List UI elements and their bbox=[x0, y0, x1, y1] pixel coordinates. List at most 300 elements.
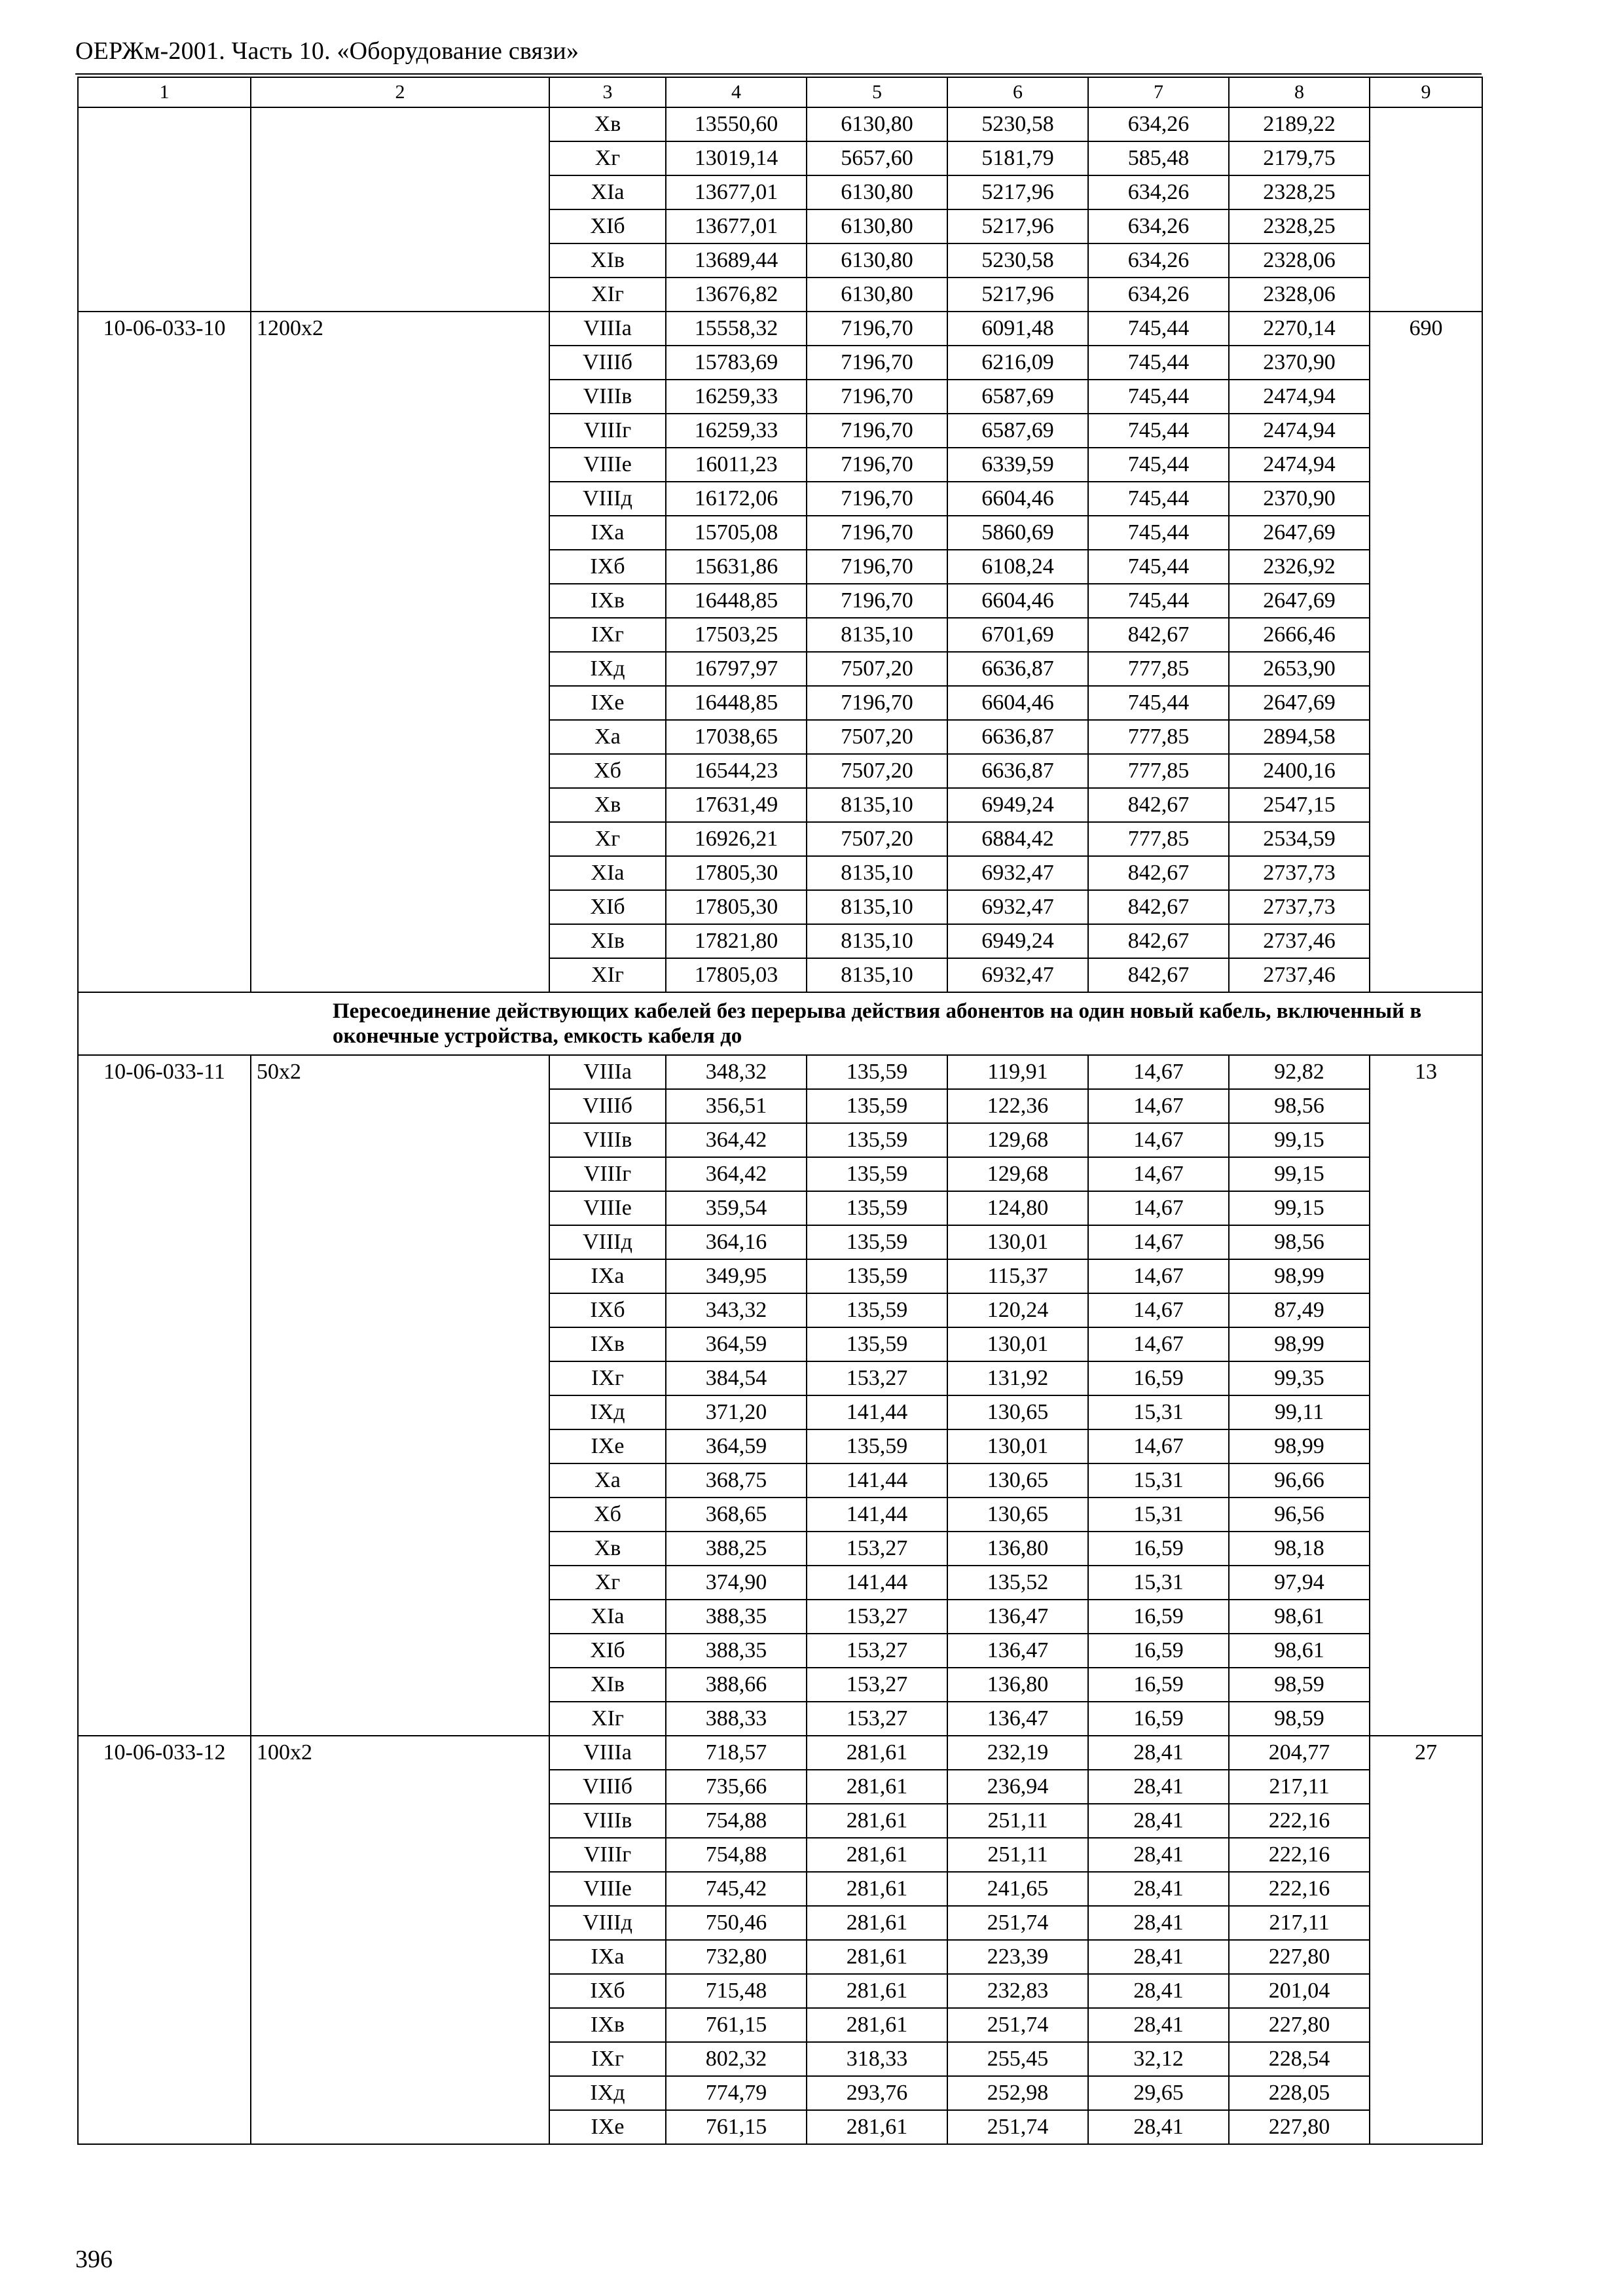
zone-cell: VIIIв bbox=[549, 1123, 666, 1157]
value-cell: 13019,14 bbox=[666, 141, 807, 175]
value-cell: 634,26 bbox=[1088, 175, 1229, 209]
value-cell: 135,59 bbox=[807, 1157, 947, 1191]
zone-cell: IXб bbox=[549, 1293, 666, 1327]
value-cell: 135,59 bbox=[807, 1293, 947, 1327]
value-cell: 17805,30 bbox=[666, 856, 807, 890]
value-cell: 227,80 bbox=[1229, 1940, 1370, 1974]
value-cell: 6216,09 bbox=[947, 346, 1088, 380]
value-cell: 15783,69 bbox=[666, 346, 807, 380]
value-cell: 87,49 bbox=[1229, 1293, 1370, 1327]
value-cell: 15,31 bbox=[1088, 1395, 1229, 1429]
value-cell: 136,47 bbox=[947, 1634, 1088, 1668]
zone-cell: IXa bbox=[549, 1940, 666, 1974]
zone-cell: XIб bbox=[549, 209, 666, 243]
zone-cell: IXв bbox=[549, 2008, 666, 2042]
value-cell: 135,59 bbox=[807, 1327, 947, 1361]
value-cell: 6604,46 bbox=[947, 584, 1088, 618]
value-cell: 28,41 bbox=[1088, 2008, 1229, 2042]
value-cell: 228,54 bbox=[1229, 2042, 1370, 2076]
zone-cell: XIв bbox=[549, 1668, 666, 1702]
value-cell: 251,74 bbox=[947, 2008, 1088, 2042]
value-cell: 8135,10 bbox=[807, 856, 947, 890]
value-cell: 745,42 bbox=[666, 1872, 807, 1906]
value-cell: 222,16 bbox=[1229, 1804, 1370, 1838]
zone-cell: Хг bbox=[549, 822, 666, 856]
value-cell: 217,11 bbox=[1229, 1906, 1370, 1940]
value-cell: 119,91 bbox=[947, 1055, 1088, 1089]
value-cell: 13677,01 bbox=[666, 209, 807, 243]
zone-cell: XIг bbox=[549, 1702, 666, 1736]
value-cell: 745,44 bbox=[1088, 482, 1229, 516]
value-cell: 13689,44 bbox=[666, 243, 807, 278]
value-cell: 777,85 bbox=[1088, 754, 1229, 788]
value-cell: 28,41 bbox=[1088, 1838, 1229, 1872]
table-body bbox=[78, 77, 1482, 2144]
zone-cell: Xa bbox=[549, 720, 666, 754]
zone-cell: IXг bbox=[549, 1361, 666, 1395]
cable-capacity: 50х2 bbox=[251, 1055, 549, 1736]
value-cell: 223,39 bbox=[947, 1940, 1088, 1974]
value-cell: 6091,48 bbox=[947, 312, 1088, 346]
rates-table bbox=[77, 77, 1483, 2145]
zone-cell: IXe bbox=[549, 2110, 666, 2144]
value-cell: 98,99 bbox=[1229, 1429, 1370, 1463]
zone-cell: IXв bbox=[549, 584, 666, 618]
value-cell: 349,95 bbox=[666, 1259, 807, 1293]
value-cell: 2666,46 bbox=[1229, 618, 1370, 652]
value-cell: 359,54 bbox=[666, 1191, 807, 1225]
zone-cell: XIв bbox=[549, 924, 666, 958]
value-cell: 6604,46 bbox=[947, 686, 1088, 720]
column-header: 1 bbox=[78, 77, 251, 107]
value-cell: 14,67 bbox=[1088, 1055, 1229, 1089]
value-cell: 6932,47 bbox=[947, 890, 1088, 924]
value-cell: 6130,80 bbox=[807, 175, 947, 209]
value-cell: 135,52 bbox=[947, 1566, 1088, 1600]
value-cell: 98,59 bbox=[1229, 1668, 1370, 1702]
value-cell: 222,16 bbox=[1229, 1872, 1370, 1906]
value-cell: 634,26 bbox=[1088, 107, 1229, 141]
quantity-cell: 690 bbox=[1370, 312, 1482, 992]
value-cell: 251,74 bbox=[947, 1906, 1088, 1940]
value-cell: 135,59 bbox=[807, 1429, 947, 1463]
value-cell: 2328,06 bbox=[1229, 278, 1370, 312]
value-cell: 8135,10 bbox=[807, 788, 947, 822]
value-cell: 98,56 bbox=[1229, 1225, 1370, 1259]
value-cell: 281,61 bbox=[807, 1940, 947, 1974]
value-cell: 8135,10 bbox=[807, 924, 947, 958]
table-row bbox=[78, 107, 1482, 141]
value-cell: 6636,87 bbox=[947, 754, 1088, 788]
rate-code bbox=[78, 107, 251, 312]
value-cell: 745,44 bbox=[1088, 414, 1229, 448]
value-cell: 130,01 bbox=[947, 1327, 1088, 1361]
zone-cell: XIa bbox=[549, 1600, 666, 1634]
value-cell: 2400,16 bbox=[1229, 754, 1370, 788]
value-cell: 2737,46 bbox=[1229, 958, 1370, 992]
value-cell: 97,94 bbox=[1229, 1566, 1370, 1600]
value-cell: 745,44 bbox=[1088, 516, 1229, 550]
zone-cell: Хг bbox=[549, 1566, 666, 1600]
value-cell: 99,15 bbox=[1229, 1123, 1370, 1157]
value-cell: 761,15 bbox=[666, 2008, 807, 2042]
column-header: 5 bbox=[807, 77, 947, 107]
value-cell: 842,67 bbox=[1088, 924, 1229, 958]
value-cell: 5230,58 bbox=[947, 243, 1088, 278]
value-cell: 2189,22 bbox=[1229, 107, 1370, 141]
value-cell: 5860,69 bbox=[947, 516, 1088, 550]
value-cell: 153,27 bbox=[807, 1600, 947, 1634]
column-header: 3 bbox=[549, 77, 666, 107]
value-cell: 7196,70 bbox=[807, 346, 947, 380]
zone-cell: VIIIб bbox=[549, 1089, 666, 1123]
section-row bbox=[78, 992, 1482, 1055]
value-cell: 842,67 bbox=[1088, 890, 1229, 924]
value-cell: 15,31 bbox=[1088, 1566, 1229, 1600]
value-cell: 388,35 bbox=[666, 1634, 807, 1668]
zone-cell: VIIIe bbox=[549, 448, 666, 482]
value-cell: 281,61 bbox=[807, 2008, 947, 2042]
value-cell: 281,61 bbox=[807, 1906, 947, 1940]
value-cell: 5217,96 bbox=[947, 175, 1088, 209]
value-cell: 634,26 bbox=[1088, 243, 1229, 278]
value-cell: 227,80 bbox=[1229, 2110, 1370, 2144]
value-cell: 293,76 bbox=[807, 2076, 947, 2110]
value-cell: 13676,82 bbox=[666, 278, 807, 312]
value-cell: 2737,73 bbox=[1229, 890, 1370, 924]
value-cell: 6130,80 bbox=[807, 278, 947, 312]
value-cell: 6108,24 bbox=[947, 550, 1088, 584]
value-cell: 28,41 bbox=[1088, 2110, 1229, 2144]
value-cell: 141,44 bbox=[807, 1395, 947, 1429]
value-cell: 6636,87 bbox=[947, 652, 1088, 686]
value-cell: 6587,69 bbox=[947, 414, 1088, 448]
value-cell: 28,41 bbox=[1088, 1872, 1229, 1906]
zone-cell: IXв bbox=[549, 1327, 666, 1361]
value-cell: 14,67 bbox=[1088, 1123, 1229, 1157]
quantity-cell: 13 bbox=[1370, 1055, 1482, 1736]
value-cell: 15,31 bbox=[1088, 1463, 1229, 1498]
value-cell: 754,88 bbox=[666, 1838, 807, 1872]
value-cell: 16,59 bbox=[1088, 1702, 1229, 1736]
value-cell: 241,65 bbox=[947, 1872, 1088, 1906]
value-cell: 364,42 bbox=[666, 1123, 807, 1157]
value-cell: 232,19 bbox=[947, 1736, 1088, 1770]
column-header: 7 bbox=[1088, 77, 1229, 107]
value-cell: 7507,20 bbox=[807, 720, 947, 754]
value-cell: 17821,80 bbox=[666, 924, 807, 958]
value-cell: 774,79 bbox=[666, 2076, 807, 2110]
zone-cell: IXд bbox=[549, 1395, 666, 1429]
value-cell: 281,61 bbox=[807, 1804, 947, 1838]
header-rule bbox=[75, 73, 1482, 75]
value-cell: 17631,49 bbox=[666, 788, 807, 822]
zone-cell: XIa bbox=[549, 856, 666, 890]
value-cell: 6701,69 bbox=[947, 618, 1088, 652]
zone-cell: IXe bbox=[549, 686, 666, 720]
zone-cell: IXд bbox=[549, 652, 666, 686]
value-cell: 153,27 bbox=[807, 1702, 947, 1736]
column-header: 4 bbox=[666, 77, 807, 107]
value-cell: 6604,46 bbox=[947, 482, 1088, 516]
value-cell: 735,66 bbox=[666, 1770, 807, 1804]
value-cell: 16259,33 bbox=[666, 380, 807, 414]
value-cell: 251,11 bbox=[947, 1804, 1088, 1838]
value-cell: 585,48 bbox=[1088, 141, 1229, 175]
value-cell: 136,80 bbox=[947, 1532, 1088, 1566]
value-cell: 745,44 bbox=[1088, 448, 1229, 482]
value-cell: 2474,94 bbox=[1229, 448, 1370, 482]
column-header: 6 bbox=[947, 77, 1088, 107]
table-row bbox=[78, 1736, 1482, 1770]
value-cell: 754,88 bbox=[666, 1804, 807, 1838]
zone-cell: XIб bbox=[549, 1634, 666, 1668]
table-row bbox=[78, 312, 1482, 346]
value-cell: 5230,58 bbox=[947, 107, 1088, 141]
value-cell: 28,41 bbox=[1088, 1770, 1229, 1804]
value-cell: 2270,14 bbox=[1229, 312, 1370, 346]
value-cell: 153,27 bbox=[807, 1532, 947, 1566]
value-cell: 745,44 bbox=[1088, 550, 1229, 584]
value-cell: 7196,70 bbox=[807, 380, 947, 414]
cable-capacity bbox=[251, 107, 549, 312]
rate-code: 10-06-033-10 bbox=[78, 312, 251, 992]
value-cell: 204,77 bbox=[1229, 1736, 1370, 1770]
value-cell: 6587,69 bbox=[947, 380, 1088, 414]
value-cell: 364,42 bbox=[666, 1157, 807, 1191]
value-cell: 388,66 bbox=[666, 1668, 807, 1702]
value-cell: 96,56 bbox=[1229, 1498, 1370, 1532]
zone-cell: VIIIб bbox=[549, 1770, 666, 1804]
value-cell: 2328,06 bbox=[1229, 243, 1370, 278]
column-header: 8 bbox=[1229, 77, 1370, 107]
value-cell: 98,99 bbox=[1229, 1327, 1370, 1361]
value-cell: 222,16 bbox=[1229, 1838, 1370, 1872]
quantity-cell bbox=[1370, 107, 1482, 312]
zone-cell: VIIIa bbox=[549, 312, 666, 346]
value-cell: 281,61 bbox=[807, 1838, 947, 1872]
value-cell: 2474,94 bbox=[1229, 414, 1370, 448]
value-cell: 364,59 bbox=[666, 1429, 807, 1463]
zone-cell: VIIIг bbox=[549, 1838, 666, 1872]
zone-cell: VIIIa bbox=[549, 1055, 666, 1089]
value-cell: 16797,97 bbox=[666, 652, 807, 686]
value-cell: 15558,32 bbox=[666, 312, 807, 346]
value-cell: 141,44 bbox=[807, 1566, 947, 1600]
value-cell: 7196,70 bbox=[807, 516, 947, 550]
value-cell: 6339,59 bbox=[947, 448, 1088, 482]
value-cell: 16,59 bbox=[1088, 1668, 1229, 1702]
column-header: 2 bbox=[251, 77, 549, 107]
rate-code: 10-06-033-11 bbox=[78, 1055, 251, 1736]
value-cell: 99,15 bbox=[1229, 1157, 1370, 1191]
value-cell: 374,90 bbox=[666, 1566, 807, 1600]
value-cell: 6884,42 bbox=[947, 822, 1088, 856]
value-cell: 98,61 bbox=[1229, 1634, 1370, 1668]
zone-cell: IXг bbox=[549, 2042, 666, 2076]
value-cell: 13550,60 bbox=[666, 107, 807, 141]
value-cell: 2370,90 bbox=[1229, 482, 1370, 516]
value-cell: 96,66 bbox=[1229, 1463, 1370, 1498]
value-cell: 761,15 bbox=[666, 2110, 807, 2144]
value-cell: 2894,58 bbox=[1229, 720, 1370, 754]
zone-cell: Xa bbox=[549, 1463, 666, 1498]
value-cell: 2534,59 bbox=[1229, 822, 1370, 856]
value-cell: 842,67 bbox=[1088, 856, 1229, 890]
zone-cell: XIг bbox=[549, 278, 666, 312]
value-cell: 14,67 bbox=[1088, 1429, 1229, 1463]
zone-cell: XIв bbox=[549, 243, 666, 278]
value-cell: 745,44 bbox=[1088, 312, 1229, 346]
value-cell: 2474,94 bbox=[1229, 380, 1370, 414]
value-cell: 745,44 bbox=[1088, 686, 1229, 720]
value-cell: 2647,69 bbox=[1229, 584, 1370, 618]
quantity-cell: 27 bbox=[1370, 1736, 1482, 2144]
value-cell: 6130,80 bbox=[807, 243, 947, 278]
value-cell: 228,05 bbox=[1229, 2076, 1370, 2110]
value-cell: 14,67 bbox=[1088, 1191, 1229, 1225]
cable-capacity: 100х2 bbox=[251, 1736, 549, 2144]
value-cell: 5217,96 bbox=[947, 278, 1088, 312]
page-header-title: ОЕРЖм-2001. Часть 10. «Оборудование связи» bbox=[75, 37, 579, 65]
value-cell: 135,59 bbox=[807, 1191, 947, 1225]
value-cell: 135,59 bbox=[807, 1259, 947, 1293]
zone-cell: VIIIг bbox=[549, 1157, 666, 1191]
value-cell: 718,57 bbox=[666, 1736, 807, 1770]
value-cell: 368,75 bbox=[666, 1463, 807, 1498]
column-number-row bbox=[78, 77, 1482, 107]
value-cell: 141,44 bbox=[807, 1498, 947, 1532]
zone-cell: Xб bbox=[549, 1498, 666, 1532]
value-cell: 130,65 bbox=[947, 1395, 1088, 1429]
value-cell: 136,47 bbox=[947, 1600, 1088, 1634]
value-cell: 130,01 bbox=[947, 1225, 1088, 1259]
value-cell: 384,54 bbox=[666, 1361, 807, 1395]
value-cell: 16926,21 bbox=[666, 822, 807, 856]
section-title: Пересоединение действующих кабелей без перерыва действия абонентов на один новый кабель, включенный в оконечные устройства, емкость кабеля до bbox=[78, 992, 1482, 1055]
value-cell: 777,85 bbox=[1088, 652, 1229, 686]
value-cell: 634,26 bbox=[1088, 209, 1229, 243]
value-cell: 14,67 bbox=[1088, 1225, 1229, 1259]
value-cell: 8135,10 bbox=[807, 958, 947, 992]
zone-cell: IXд bbox=[549, 2076, 666, 2110]
value-cell: 6932,47 bbox=[947, 856, 1088, 890]
value-cell: 5657,60 bbox=[807, 141, 947, 175]
zone-cell: XIa bbox=[549, 175, 666, 209]
value-cell: 99,35 bbox=[1229, 1361, 1370, 1395]
value-cell: 318,33 bbox=[807, 2042, 947, 2076]
value-cell: 129,68 bbox=[947, 1123, 1088, 1157]
value-cell: 750,46 bbox=[666, 1906, 807, 1940]
value-cell: 842,67 bbox=[1088, 788, 1229, 822]
value-cell: 153,27 bbox=[807, 1361, 947, 1395]
value-cell: 7196,70 bbox=[807, 312, 947, 346]
value-cell: 368,65 bbox=[666, 1498, 807, 1532]
value-cell: 28,41 bbox=[1088, 1974, 1229, 2008]
value-cell: 14,67 bbox=[1088, 1259, 1229, 1293]
value-cell: 99,15 bbox=[1229, 1191, 1370, 1225]
value-cell: 16544,23 bbox=[666, 754, 807, 788]
value-cell: 2647,69 bbox=[1229, 516, 1370, 550]
value-cell: 135,59 bbox=[807, 1225, 947, 1259]
value-cell: 29,65 bbox=[1088, 2076, 1229, 2110]
value-cell: 141,44 bbox=[807, 1463, 947, 1498]
value-cell: 6949,24 bbox=[947, 788, 1088, 822]
value-cell: 371,20 bbox=[666, 1395, 807, 1429]
value-cell: 16448,85 bbox=[666, 584, 807, 618]
zone-cell: Хв bbox=[549, 1532, 666, 1566]
value-cell: 16,59 bbox=[1088, 1532, 1229, 1566]
column-header: 9 bbox=[1370, 77, 1482, 107]
value-cell: 7196,70 bbox=[807, 482, 947, 516]
value-cell: 8135,10 bbox=[807, 890, 947, 924]
value-cell: 131,92 bbox=[947, 1361, 1088, 1395]
value-cell: 32,12 bbox=[1088, 2042, 1229, 2076]
value-cell: 17805,03 bbox=[666, 958, 807, 992]
value-cell: 388,25 bbox=[666, 1532, 807, 1566]
cable-capacity: 1200х2 bbox=[251, 312, 549, 992]
zone-cell: VIIIe bbox=[549, 1872, 666, 1906]
value-cell: 16172,06 bbox=[666, 482, 807, 516]
zone-cell: VIIIв bbox=[549, 1804, 666, 1838]
value-cell: 356,51 bbox=[666, 1089, 807, 1123]
value-cell: 135,59 bbox=[807, 1123, 947, 1157]
value-cell: 236,94 bbox=[947, 1770, 1088, 1804]
zone-cell: IXe bbox=[549, 1429, 666, 1463]
value-cell: 2370,90 bbox=[1229, 346, 1370, 380]
value-cell: 7507,20 bbox=[807, 652, 947, 686]
value-cell: 745,44 bbox=[1088, 584, 1229, 618]
value-cell: 92,82 bbox=[1229, 1055, 1370, 1089]
value-cell: 715,48 bbox=[666, 1974, 807, 2008]
page-number: 396 bbox=[75, 2246, 113, 2273]
value-cell: 6130,80 bbox=[807, 107, 947, 141]
value-cell: 14,67 bbox=[1088, 1327, 1229, 1361]
table-row bbox=[78, 1055, 1482, 1089]
value-cell: 364,16 bbox=[666, 1225, 807, 1259]
value-cell: 7196,70 bbox=[807, 414, 947, 448]
value-cell: 745,44 bbox=[1088, 346, 1229, 380]
value-cell: 13677,01 bbox=[666, 175, 807, 209]
zone-cell: VIIIг bbox=[549, 414, 666, 448]
value-cell: 98,59 bbox=[1229, 1702, 1370, 1736]
value-cell: 7507,20 bbox=[807, 754, 947, 788]
value-cell: 16,59 bbox=[1088, 1634, 1229, 1668]
zone-cell: VIIIд bbox=[549, 482, 666, 516]
value-cell: 16,59 bbox=[1088, 1600, 1229, 1634]
value-cell: 135,59 bbox=[807, 1055, 947, 1089]
value-cell: 6636,87 bbox=[947, 720, 1088, 754]
value-cell: 2326,92 bbox=[1229, 550, 1370, 584]
value-cell: 2328,25 bbox=[1229, 175, 1370, 209]
value-cell: 217,11 bbox=[1229, 1770, 1370, 1804]
value-cell: 7196,70 bbox=[807, 448, 947, 482]
value-cell: 7196,70 bbox=[807, 686, 947, 720]
value-cell: 2647,69 bbox=[1229, 686, 1370, 720]
value-cell: 5217,96 bbox=[947, 209, 1088, 243]
value-cell: 129,68 bbox=[947, 1157, 1088, 1191]
value-cell: 120,24 bbox=[947, 1293, 1088, 1327]
value-cell: 251,11 bbox=[947, 1838, 1088, 1872]
value-cell: 98,61 bbox=[1229, 1600, 1370, 1634]
zone-cell: IXa bbox=[549, 516, 666, 550]
zone-cell: IXб bbox=[549, 1974, 666, 2008]
value-cell: 388,33 bbox=[666, 1702, 807, 1736]
value-cell: 2653,90 bbox=[1229, 652, 1370, 686]
value-cell: 8135,10 bbox=[807, 618, 947, 652]
value-cell: 2547,15 bbox=[1229, 788, 1370, 822]
value-cell: 251,74 bbox=[947, 2110, 1088, 2144]
